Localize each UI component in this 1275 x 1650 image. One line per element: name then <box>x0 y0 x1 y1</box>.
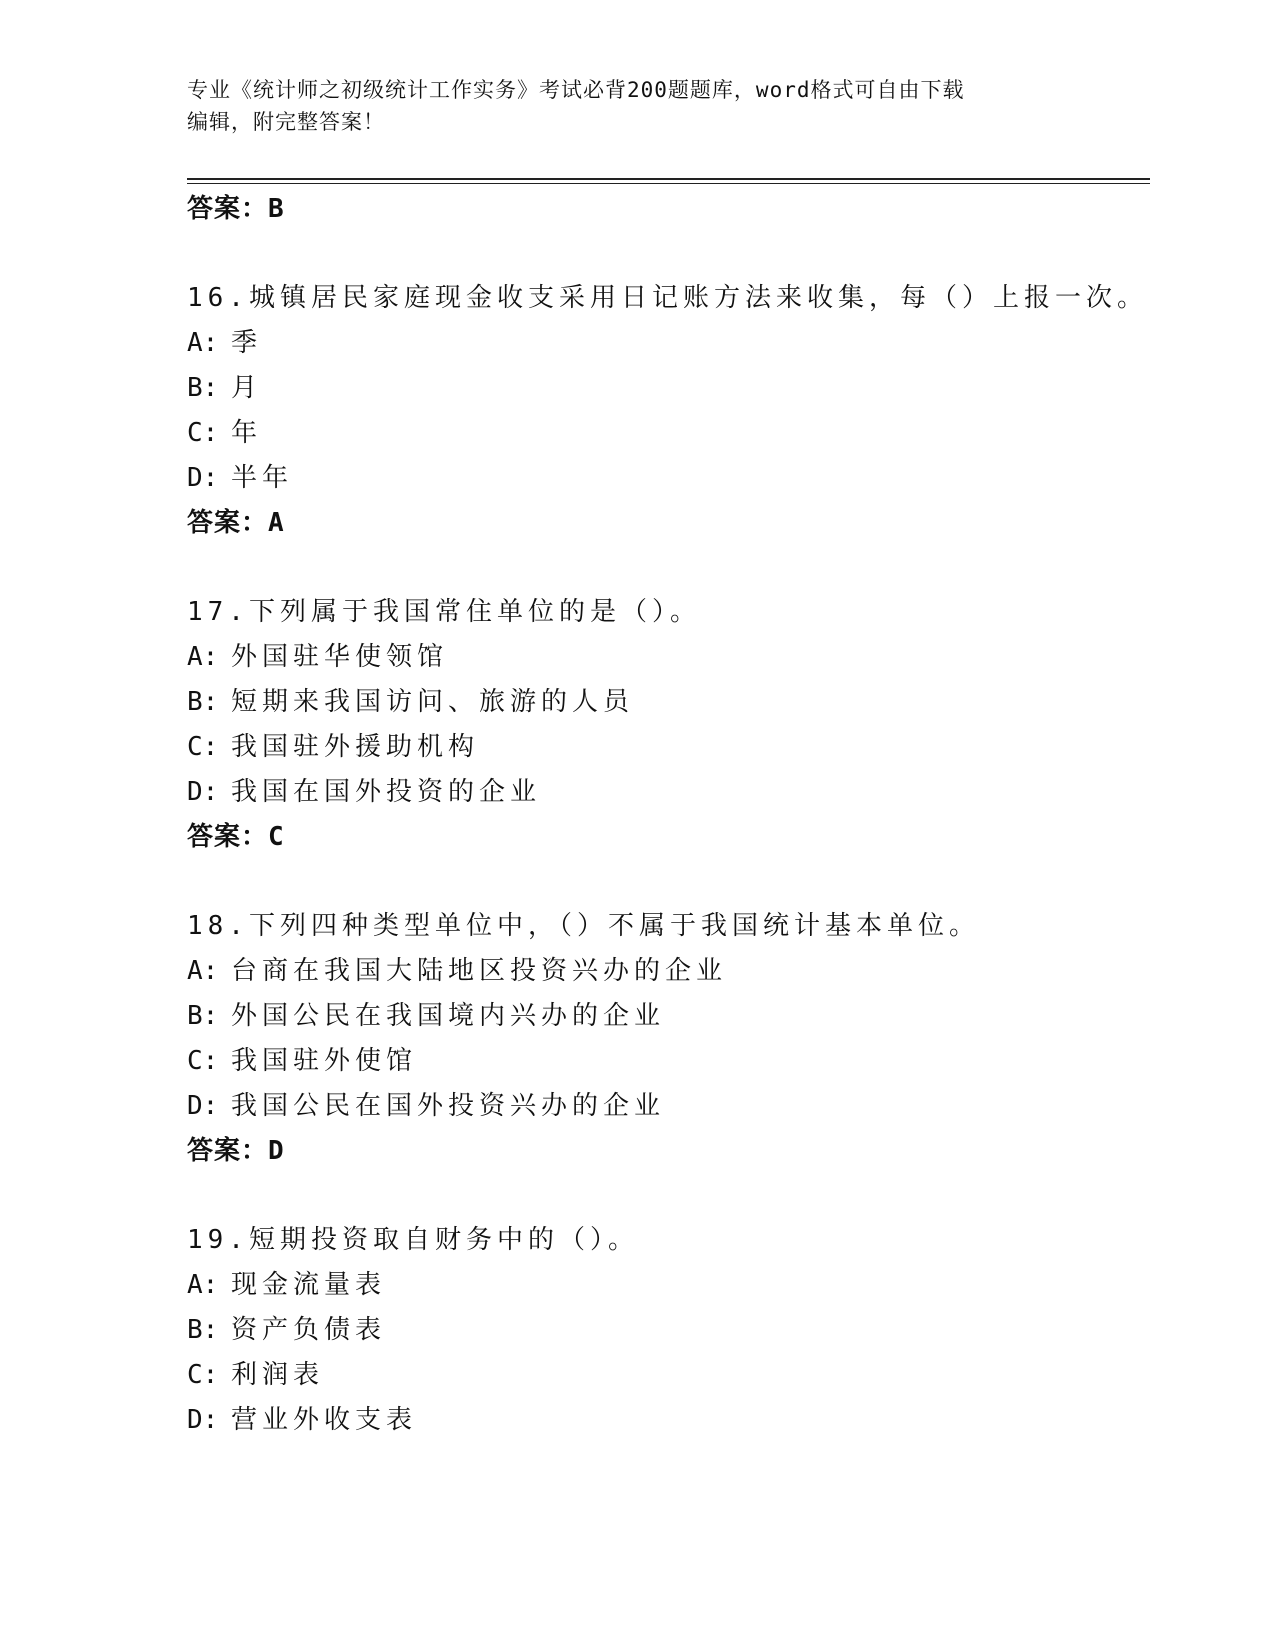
question-19: 19.短期投资取自财务中的（）。 <box>187 1225 639 1255</box>
option-letter: B: <box>187 1001 219 1031</box>
document-header <box>187 74 1067 138</box>
option-b <box>187 1308 1150 1353</box>
spacer <box>187 860 1150 904</box>
option-text: 季 <box>231 328 263 358</box>
option-text: 我国驻外援助机构 <box>231 732 480 762</box>
option-d <box>187 456 1150 501</box>
header-divider-thin <box>187 183 1150 184</box>
option-text: 我国公民在国外投资兴办的企业 <box>231 1091 666 1121</box>
option-letter: A: <box>187 642 219 672</box>
option-text: 年 <box>231 418 263 448</box>
option-a <box>187 321 1150 366</box>
option-letter: C: <box>187 1046 219 1076</box>
question-16: 16.城镇居民家庭现金收支采用日记账方法来收集，每（）上报一次。 <box>187 283 1148 313</box>
option-letter: A: <box>187 1270 219 1300</box>
option-letter: C: <box>187 1360 219 1390</box>
option-a <box>187 949 1150 994</box>
spacer <box>187 1174 1150 1218</box>
option-letter: D: <box>187 777 219 807</box>
question-list <box>187 187 1150 1443</box>
option-text: 台商在我国大陆地区投资兴办的企业 <box>231 956 728 986</box>
option-text: 资产负债表 <box>231 1315 387 1345</box>
answer-line: 答案：B <box>187 194 285 224</box>
option-text: 营业外收支表 <box>231 1405 418 1435</box>
question-18: 18.下列四种类型单位中，（）不属于我国统计基本单位。 <box>187 911 980 941</box>
option-letter: D: <box>187 1091 219 1121</box>
option-c <box>187 1353 1150 1398</box>
option-d <box>187 1398 1150 1443</box>
option-text: 外国公民在我国境内兴办的企业 <box>231 1001 666 1031</box>
option-c <box>187 1039 1150 1084</box>
option-letter: C: <box>187 418 219 448</box>
header-divider-thick <box>187 178 1150 180</box>
option-letter: A: <box>187 328 219 358</box>
option-letter: D: <box>187 463 219 493</box>
option-b <box>187 994 1150 1039</box>
option-letter: B: <box>187 373 219 403</box>
option-text: 现金流量表 <box>231 1270 387 1300</box>
option-b <box>187 366 1150 411</box>
option-c <box>187 725 1150 770</box>
option-text: 短期来我国访问、旅游的人员 <box>231 687 635 717</box>
answer-line: 答案：C <box>187 822 285 852</box>
answer-line: 答案：D <box>187 1136 285 1166</box>
option-d <box>187 770 1150 815</box>
option-letter: B: <box>187 1315 219 1345</box>
option-b <box>187 680 1150 725</box>
header-line-2: 编辑，附完整答案！ <box>187 110 385 134</box>
header-line-1: 专业《统计师之初级统计工作实务》考试必背200题题库，word格式可自由下载 <box>187 78 965 102</box>
option-c <box>187 411 1150 456</box>
option-letter: B: <box>187 687 219 717</box>
option-a <box>187 1263 1150 1308</box>
option-text: 月 <box>231 373 263 403</box>
spacer <box>187 546 1150 590</box>
option-text: 利润表 <box>231 1360 325 1390</box>
option-letter: A: <box>187 956 219 986</box>
answer-line: 答案：A <box>187 508 285 538</box>
option-letter: C: <box>187 732 219 762</box>
option-a <box>187 635 1150 680</box>
option-text: 我国驻外使馆 <box>231 1046 418 1076</box>
option-text: 半年 <box>231 463 294 493</box>
option-text: 我国在国外投资的企业 <box>231 777 542 807</box>
option-letter: D: <box>187 1405 219 1435</box>
spacer <box>187 232 1150 276</box>
question-17: 17.下列属于我国常住单位的是（）。 <box>187 597 701 627</box>
option-text: 外国驻华使领馆 <box>231 642 449 672</box>
option-d <box>187 1084 1150 1129</box>
